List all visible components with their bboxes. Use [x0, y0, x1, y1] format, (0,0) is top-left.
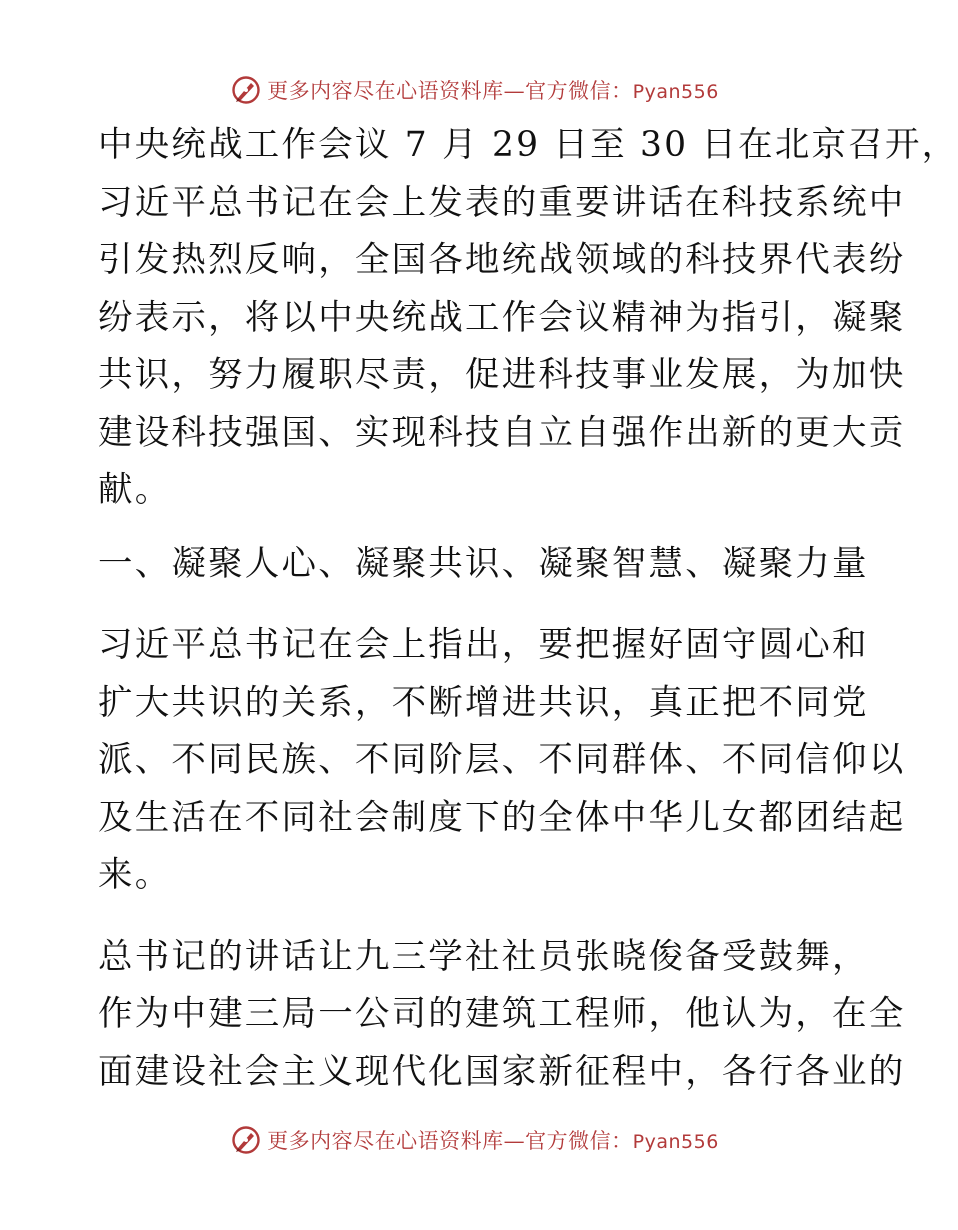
text-line: 派、不同民族、不同阶层、不同群体、不同信仰以	[98, 740, 906, 780]
text-line: 引发热烈反响，全国各地统战领域的科技界代表纷	[98, 240, 906, 280]
pen-logo-icon	[231, 1125, 261, 1155]
text-line: 习近平总书记在会上指出，要把握好固守圆心和	[98, 625, 869, 665]
paragraph-response	[98, 929, 906, 1102]
text-line: 纷表示，将以中央统战工作会议精神为指引，凝聚	[98, 297, 906, 338]
header-watermark	[0, 70, 950, 110]
watermark-site-text: 更多内容尽在心语资料库	[267, 1129, 504, 1153]
watermark-wechat-id: Pyan556	[632, 81, 719, 103]
watermark-wechat-id: Pyan556	[632, 1131, 719, 1153]
text-line: 及生活在不同社会制度下的全体中华儿女都团结起	[98, 797, 906, 838]
watermark-separator: —	[503, 79, 526, 103]
text-line: 作为中建三局一公司的建筑工程师，他认为，在全	[98, 994, 906, 1034]
watermark-site-text: 更多内容尽在心语资料库	[267, 79, 504, 103]
paragraph-intro	[98, 117, 958, 520]
pen-logo-icon	[231, 75, 261, 105]
document-body	[98, 117, 958, 1101]
section-heading-text: 一、凝聚人心、凝聚共识、凝聚智慧、凝聚力量	[98, 543, 869, 584]
paragraph-quote	[98, 617, 906, 905]
watermark-separator: —	[503, 1129, 526, 1153]
text-line: 中央统战工作会议 7 月 29 日至 30 日在北京召开，	[98, 125, 958, 165]
text-line: 献。	[98, 470, 172, 510]
watermark-wechat-label: 官方微信：	[525, 79, 633, 103]
footer-watermark	[0, 1120, 950, 1160]
text-line: 来。	[98, 855, 172, 895]
text-line: 习近平总书记在会上发表的重要讲话在科技系统中	[98, 182, 906, 223]
watermark-text	[267, 1125, 719, 1155]
text-line: 扩大共识的关系，不断增进共识，真正把不同党	[98, 682, 869, 723]
text-line: 建设科技强国、实现科技自立自强作出新的更大贡	[98, 412, 906, 453]
section-heading	[98, 536, 869, 594]
text-line: 总书记的讲话让九三学社社员张晓俊备受鼓舞，	[98, 936, 869, 977]
text-line: 面建设社会主义现代化国家新征程中，各行各业的	[98, 1051, 906, 1092]
text-line: 共识，努力履职尽责，促进科技事业发展，为加快	[98, 355, 906, 395]
watermark-wechat-label: 官方微信：	[525, 1129, 633, 1153]
watermark-text	[267, 75, 719, 105]
